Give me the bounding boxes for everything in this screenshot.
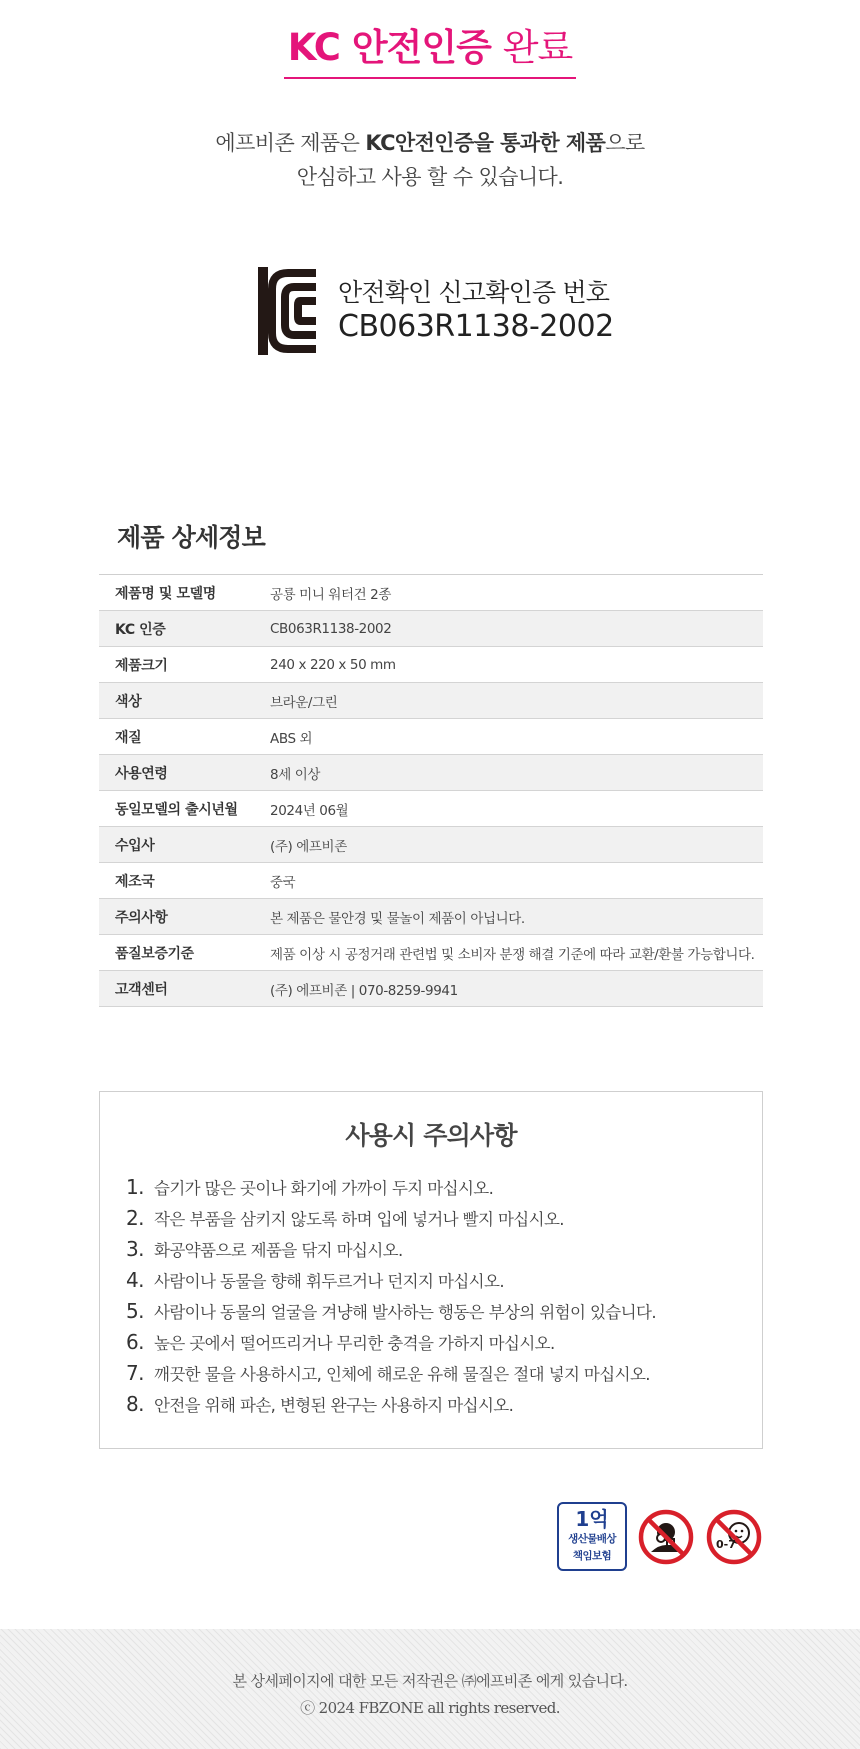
kc-cert-number: CB063R1138-2002 (338, 309, 614, 344)
list-item-text: 높은 곳에서 떨어뜨리거나 무리한 충격을 가하지 마십시오. (154, 1334, 555, 1353)
safety-icons (557, 1502, 767, 1572)
list-item-text: 깨끗한 물을 사용하시고, 인체에 해로운 유해 물질은 절대 넣지 마십시오. (154, 1365, 650, 1384)
table-row-value: (주) 에프비존 (270, 827, 763, 863)
list-item-number: 7. (126, 1361, 144, 1385)
age-label: 0-7 (716, 1538, 736, 1551)
kc-desc-text: 에프비존 제품은 (215, 131, 366, 155)
table-row-label: 주의사항 (99, 899, 270, 935)
list-item (126, 1327, 656, 1358)
table-row (99, 791, 763, 827)
list-item (126, 1203, 656, 1234)
table-row-label: 제품크기 (99, 647, 270, 683)
list-item (126, 1172, 656, 1203)
table-row (99, 863, 763, 899)
table-row-label: 동일모델의 출시년월 (99, 791, 270, 827)
list-item (126, 1296, 656, 1327)
table-row-label: 색상 (99, 683, 270, 719)
table-row-value: 8세 이상 (270, 755, 763, 791)
insurance-amount: 1억 (575, 1507, 609, 1531)
table-row-label: 수입사 (99, 827, 270, 863)
kc-mark-icon (258, 267, 320, 355)
list-item (126, 1265, 656, 1296)
kc-title-light: 완료 (502, 26, 573, 69)
table-row-value: 브라운/그린 (270, 683, 763, 719)
table-row (99, 935, 763, 971)
list-item-number: 4. (126, 1268, 144, 1292)
caution-list (126, 1172, 656, 1420)
list-item-number: 1. (126, 1175, 144, 1199)
table-row-value: CB063R1138-2002 (270, 611, 763, 647)
table-row-value: (주) 에프비존 | 070-8259-9941 (270, 971, 763, 1007)
table-row-label: 제조국 (99, 863, 270, 899)
table-row-label: 품질보증기준 (99, 935, 270, 971)
kc-title (284, 28, 576, 79)
list-item-text: 습기가 많은 곳이나 화기에 가까이 두지 마십시오. (154, 1179, 494, 1198)
table-row (99, 719, 763, 755)
list-item-number: 5. (126, 1299, 144, 1323)
table-row (99, 755, 763, 791)
kc-description (0, 126, 860, 194)
list-item-number: 6. (126, 1330, 144, 1354)
table-row-value: 본 제품은 물안경 및 물놀이 제품이 아닙니다. (270, 899, 763, 935)
list-item (126, 1234, 656, 1265)
insurance-line2: 책임보험 (572, 1550, 612, 1562)
kc-desc-bold: 통과한 제품 (500, 131, 606, 155)
table-row-value: 중국 (270, 863, 763, 899)
list-item-text: 작은 부품을 삼키지 않도록 하며 입에 넣거나 빨지 마십시오. (154, 1210, 564, 1229)
caution-title: 사용시 주의사항 (345, 1121, 517, 1150)
list-item (126, 1358, 656, 1389)
kc-certificate (258, 265, 618, 357)
table-row-label: 고객센터 (99, 971, 270, 1007)
kc-desc-text: 으로 (605, 131, 645, 155)
kc-description-line1 (0, 126, 860, 160)
list-item-text: 화공약품으로 제품을 닦지 마십시오. (154, 1241, 403, 1260)
kc-desc-bold: KC안전인증 (365, 131, 474, 155)
footer (0, 1629, 860, 1749)
kc-cert-label: 안전확인 신고확인증 번호 (338, 278, 610, 307)
table-row-value: 2024년 06월 (270, 791, 763, 827)
list-item-text: 안전을 위해 파손, 변형된 완구는 사용하지 마십시오. (154, 1396, 514, 1415)
details-title: 제품 상세정보 (117, 523, 266, 552)
table-row-label: 재질 (99, 719, 270, 755)
table-row (99, 683, 763, 719)
list-item-number: 2. (126, 1206, 144, 1230)
list-item-number: 8. (126, 1392, 144, 1416)
table-row (99, 971, 763, 1007)
no-age-0-7-icon (705, 1508, 763, 1566)
details-table (99, 574, 763, 1007)
kc-desc-bold: 을 (473, 131, 501, 155)
kc-title-bold: KC 안전인증 (287, 26, 491, 69)
table-row-value: 제품 이상 시 공정거래 관련법 및 소비자 분쟁 해결 기준에 따라 교환/환불 가능합니다. (270, 935, 763, 971)
kc-header (0, 28, 860, 79)
insurance-line1: 생산물배상 (568, 1533, 616, 1545)
list-item-number: 3. (126, 1237, 144, 1261)
table-row-label: 사용연령 (99, 755, 270, 791)
insurance-badge (557, 1502, 627, 1571)
list-item-text: 사람이나 동물의 얼굴을 겨냥해 발사하는 행동은 부상의 위험이 있습니다. (154, 1303, 656, 1322)
no-small-parts-icon (637, 1508, 695, 1566)
footer-copyright-notice: 본 상세페이지에 대한 모든 저작권은 ㈜에프비존 에게 있습니다. (232, 1672, 628, 1690)
table-row-value: ABS 외 (270, 719, 763, 755)
footer-rights: ⓒ 2024 FBZONE all rights reserved. (300, 1699, 560, 1717)
table-row-label: KC 인증 (99, 611, 270, 647)
table-row (99, 575, 763, 611)
table-row (99, 899, 763, 935)
table-row-value: 240 x 220 x 50 mm (270, 647, 763, 683)
caution-box (99, 1091, 763, 1449)
table-row (99, 611, 763, 647)
table-row-label: 제품명 및 모델명 (99, 575, 270, 611)
table-row (99, 647, 763, 683)
table-row-value: 공룡 미니 워터건 2종 (270, 575, 763, 611)
list-item-text: 사람이나 동물을 향해 휘두르거나 던지지 마십시오. (154, 1272, 504, 1291)
kc-description-line2: 안심하고 사용 할 수 있습니다. (296, 165, 564, 189)
list-item (126, 1389, 656, 1420)
table-row (99, 827, 763, 863)
details-table-body (99, 575, 763, 1007)
